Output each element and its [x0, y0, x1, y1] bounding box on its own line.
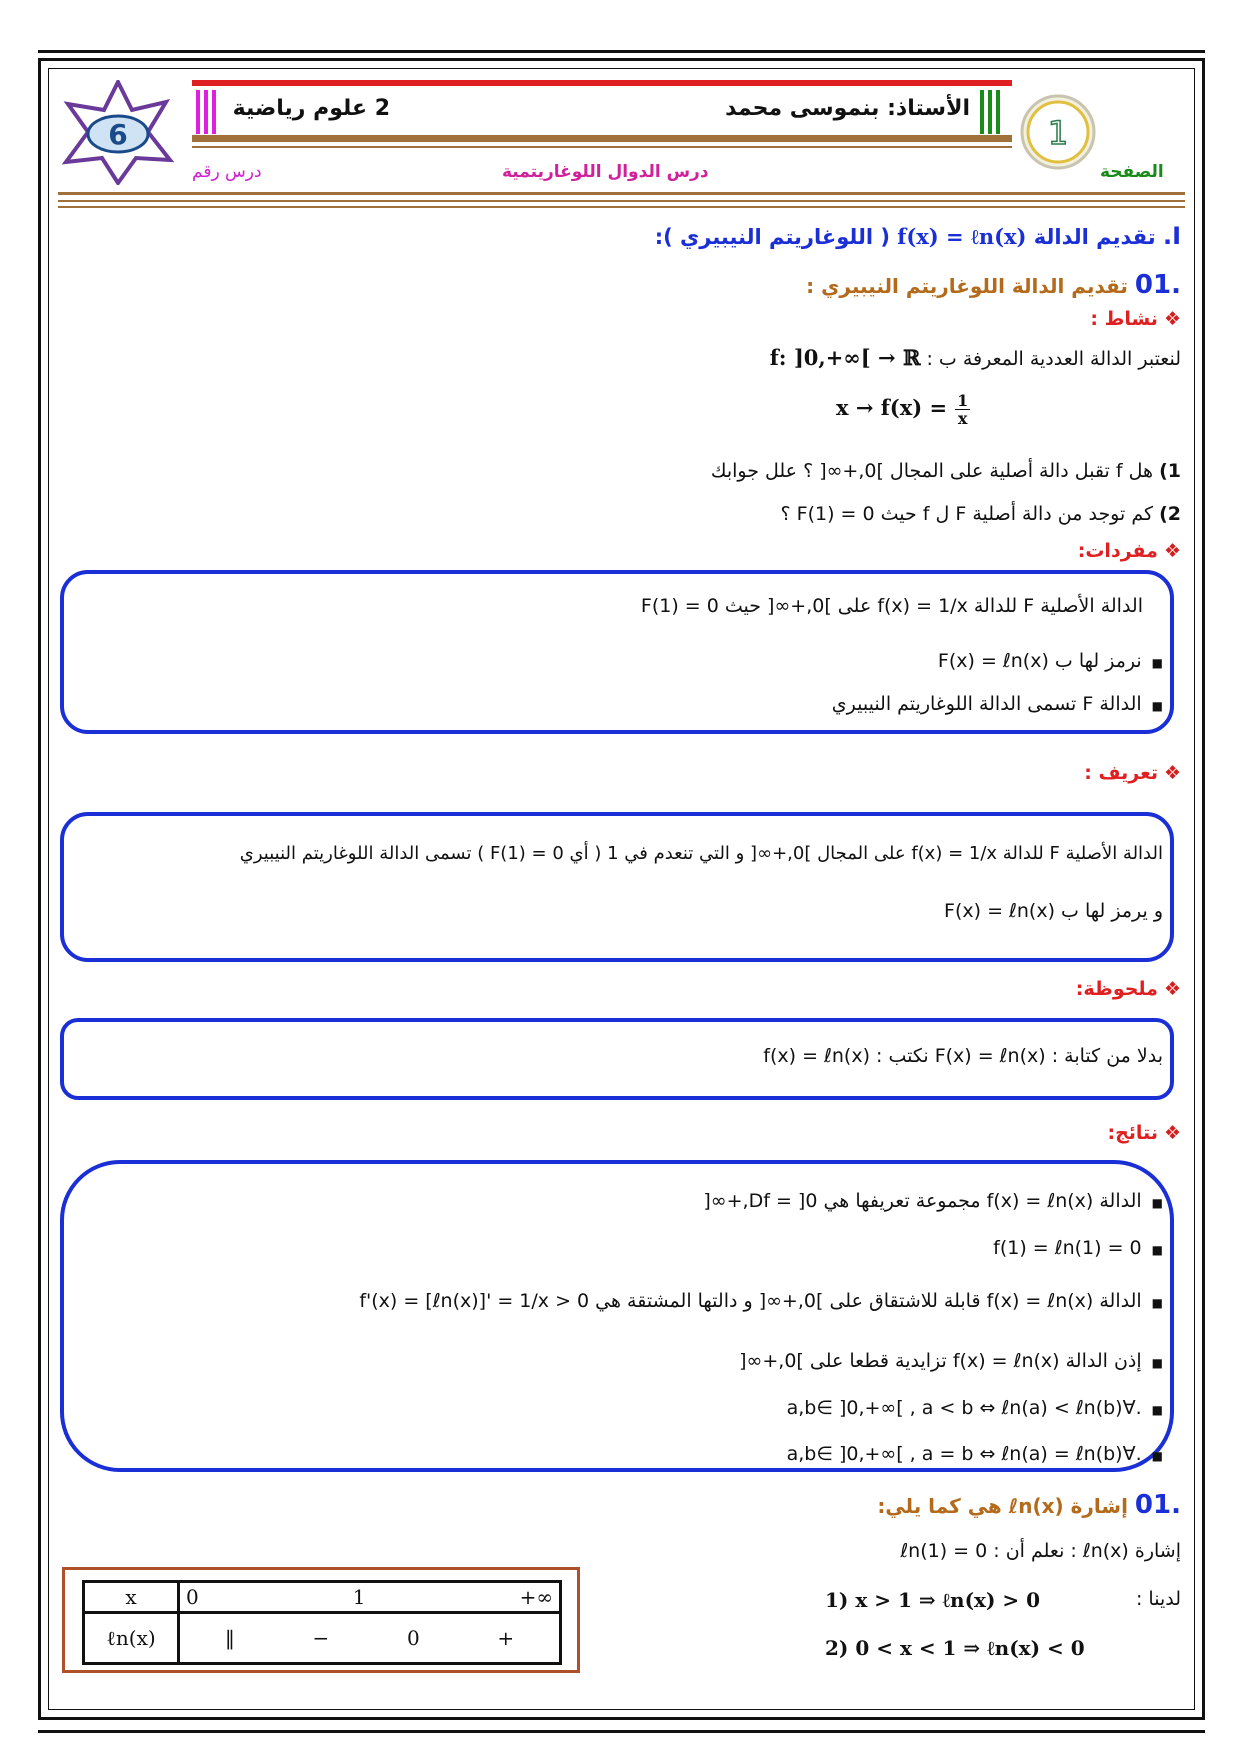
table-row: [84, 1582, 561, 1613]
table-header-cell: x: [84, 1582, 179, 1613]
diamond-bullet-icon: ❖: [1163, 762, 1181, 784]
definition-box: [60, 812, 1174, 962]
sign-implication-1: 1) x > 1 ⇒ ℓn(x) > 0: [825, 1588, 1041, 1612]
header-separator-2: [58, 200, 1185, 202]
level-label: 2 علوم رياضية: [232, 96, 390, 121]
header-stripes-left: [196, 90, 216, 134]
header-separator-1: [58, 192, 1185, 195]
sign-heading: .01 إشارة ℓn(x) هي كما يلي:: [877, 1490, 1181, 1520]
subsection-01-heading: .01 تقديم الدالة اللوغاريتم النيبيري :: [806, 270, 1181, 300]
activity-label: ❖نشاط :: [1090, 308, 1181, 330]
note-line-1: بدلا من كتابة : F(x) = ℓn(x) نكتب : f(x) = ℓn(x): [763, 1045, 1163, 1067]
lesson-number: 6: [108, 118, 128, 151]
activity-line-1: لنعتبر الدالة العددية المعرفة ب : f: ]0,+∞[ → ℝ: [769, 345, 1181, 370]
lesson-title: درس الدوال اللوغاريتمية: [502, 162, 709, 182]
results-label: ❖نتائج:: [1107, 1122, 1181, 1144]
sign-line-1: إشارة ℓn(x) : نعلم أن : ℓn(1) = 0: [900, 1540, 1181, 1562]
diamond-bullet-icon: ❖: [1163, 1122, 1181, 1144]
result-item: ■الدالة f(x) = ℓn(x) قابلة للاشتقاق على ]0,+∞[ و دالتها المشتقة هي f'(x) = [ℓn(x)]' = 1/x > 0: [359, 1290, 1163, 1312]
sign-line-2: لدينا :: [1135, 1588, 1181, 1610]
vocab-line-3: ■الدالة F تسمى الدالة اللوغاريتم النيبيري: [831, 693, 1163, 715]
result-item: ■f(1) = ℓn(1) = 0: [993, 1237, 1163, 1259]
table-label-cell: ℓn(x): [84, 1613, 179, 1664]
teacher-name: الأستاذ: بنموسى محمد: [725, 96, 970, 121]
page-label: الصفحة: [1100, 162, 1164, 182]
definition-label: ❖تعريف :: [1084, 762, 1181, 784]
vocab-line-2: ■نرمز لها ب F(x) = ℓn(x): [937, 650, 1163, 672]
diamond-bullet-icon: ❖: [1163, 978, 1181, 1000]
header-brown-bar: [192, 135, 1012, 142]
table-header-cell: 0 1 +∞: [179, 1582, 561, 1613]
result-item: ■.∀a,b∈ ]0,+∞[ , a = b ⇔ ℓn(a) = ℓn(b): [786, 1443, 1163, 1465]
table-row: [84, 1613, 561, 1664]
diamond-bullet-icon: ❖: [1163, 540, 1181, 562]
note-label: ❖ملحوظة:: [1075, 978, 1181, 1000]
result-item: ■.∀a,b∈ ]0,+∞[ , a < b ⇔ ℓn(a) < ℓn(b): [786, 1397, 1163, 1419]
vocab-line-1: الدالة الأصلية F للدالة f(x) = 1/x على ]0,+∞[ حيث F(1) = 0: [640, 595, 1143, 617]
section-1-heading: I. تقديم الدالة f(x) = ℓn(x) ( اللوغاريتم النيبيري ):: [654, 222, 1181, 250]
lesson-number-label: درس رقم: [192, 162, 262, 182]
lesson-number-star-icon: [58, 80, 178, 185]
activity-function: x → f(x) = $\frac{1}{x}$: [836, 391, 969, 428]
header-stripes-right: [980, 90, 1000, 134]
definition-line-1: الدالة الأصلية F للدالة f(x) = 1/x على المجال ]0,+∞[ و التي تنعدم في 1 ( أي F(1) = 0 ) تسمى الدالة اللوغاريتم النيبيري: [239, 843, 1163, 864]
result-item: ■إذن الدالة f(x) = ℓn(x) تزايدية قطعا على ]0,+∞[: [739, 1350, 1163, 1372]
page-number-badge-icon: [1018, 92, 1098, 172]
bottom-rule: [38, 1730, 1205, 1733]
table-cell: ‖ − 0 +: [179, 1613, 561, 1664]
header-red-bar: [192, 80, 1012, 86]
header-separator-3: [58, 206, 1185, 208]
activity-question-2: 2) كم توجد من دالة أصلية F ل f حيث F(1) = 0 ؟: [780, 503, 1181, 525]
sign-table: [82, 1580, 562, 1665]
sign-implication-2: 2) 0 < x < 1 ⇒ ℓn(x) < 0: [825, 1636, 1085, 1660]
header-brown-bar-thin: [192, 146, 1012, 148]
activity-question-1: 1) هل f تقبل دالة أصلية على المجال ]0,+∞[ ؟ علل جوابك: [710, 460, 1181, 482]
page-number: 1: [1047, 114, 1069, 152]
top-rule: [38, 50, 1205, 53]
diamond-bullet-icon: ❖: [1163, 308, 1181, 330]
definition-line-2: و يرمز لها ب F(x) = ℓn(x): [944, 900, 1163, 922]
vocab-label: ❖مفردات:: [1077, 540, 1181, 562]
result-item: ■الدالة f(x) = ℓn(x) مجموعة تعريفها هي Df = ]0,+∞[: [703, 1190, 1163, 1212]
